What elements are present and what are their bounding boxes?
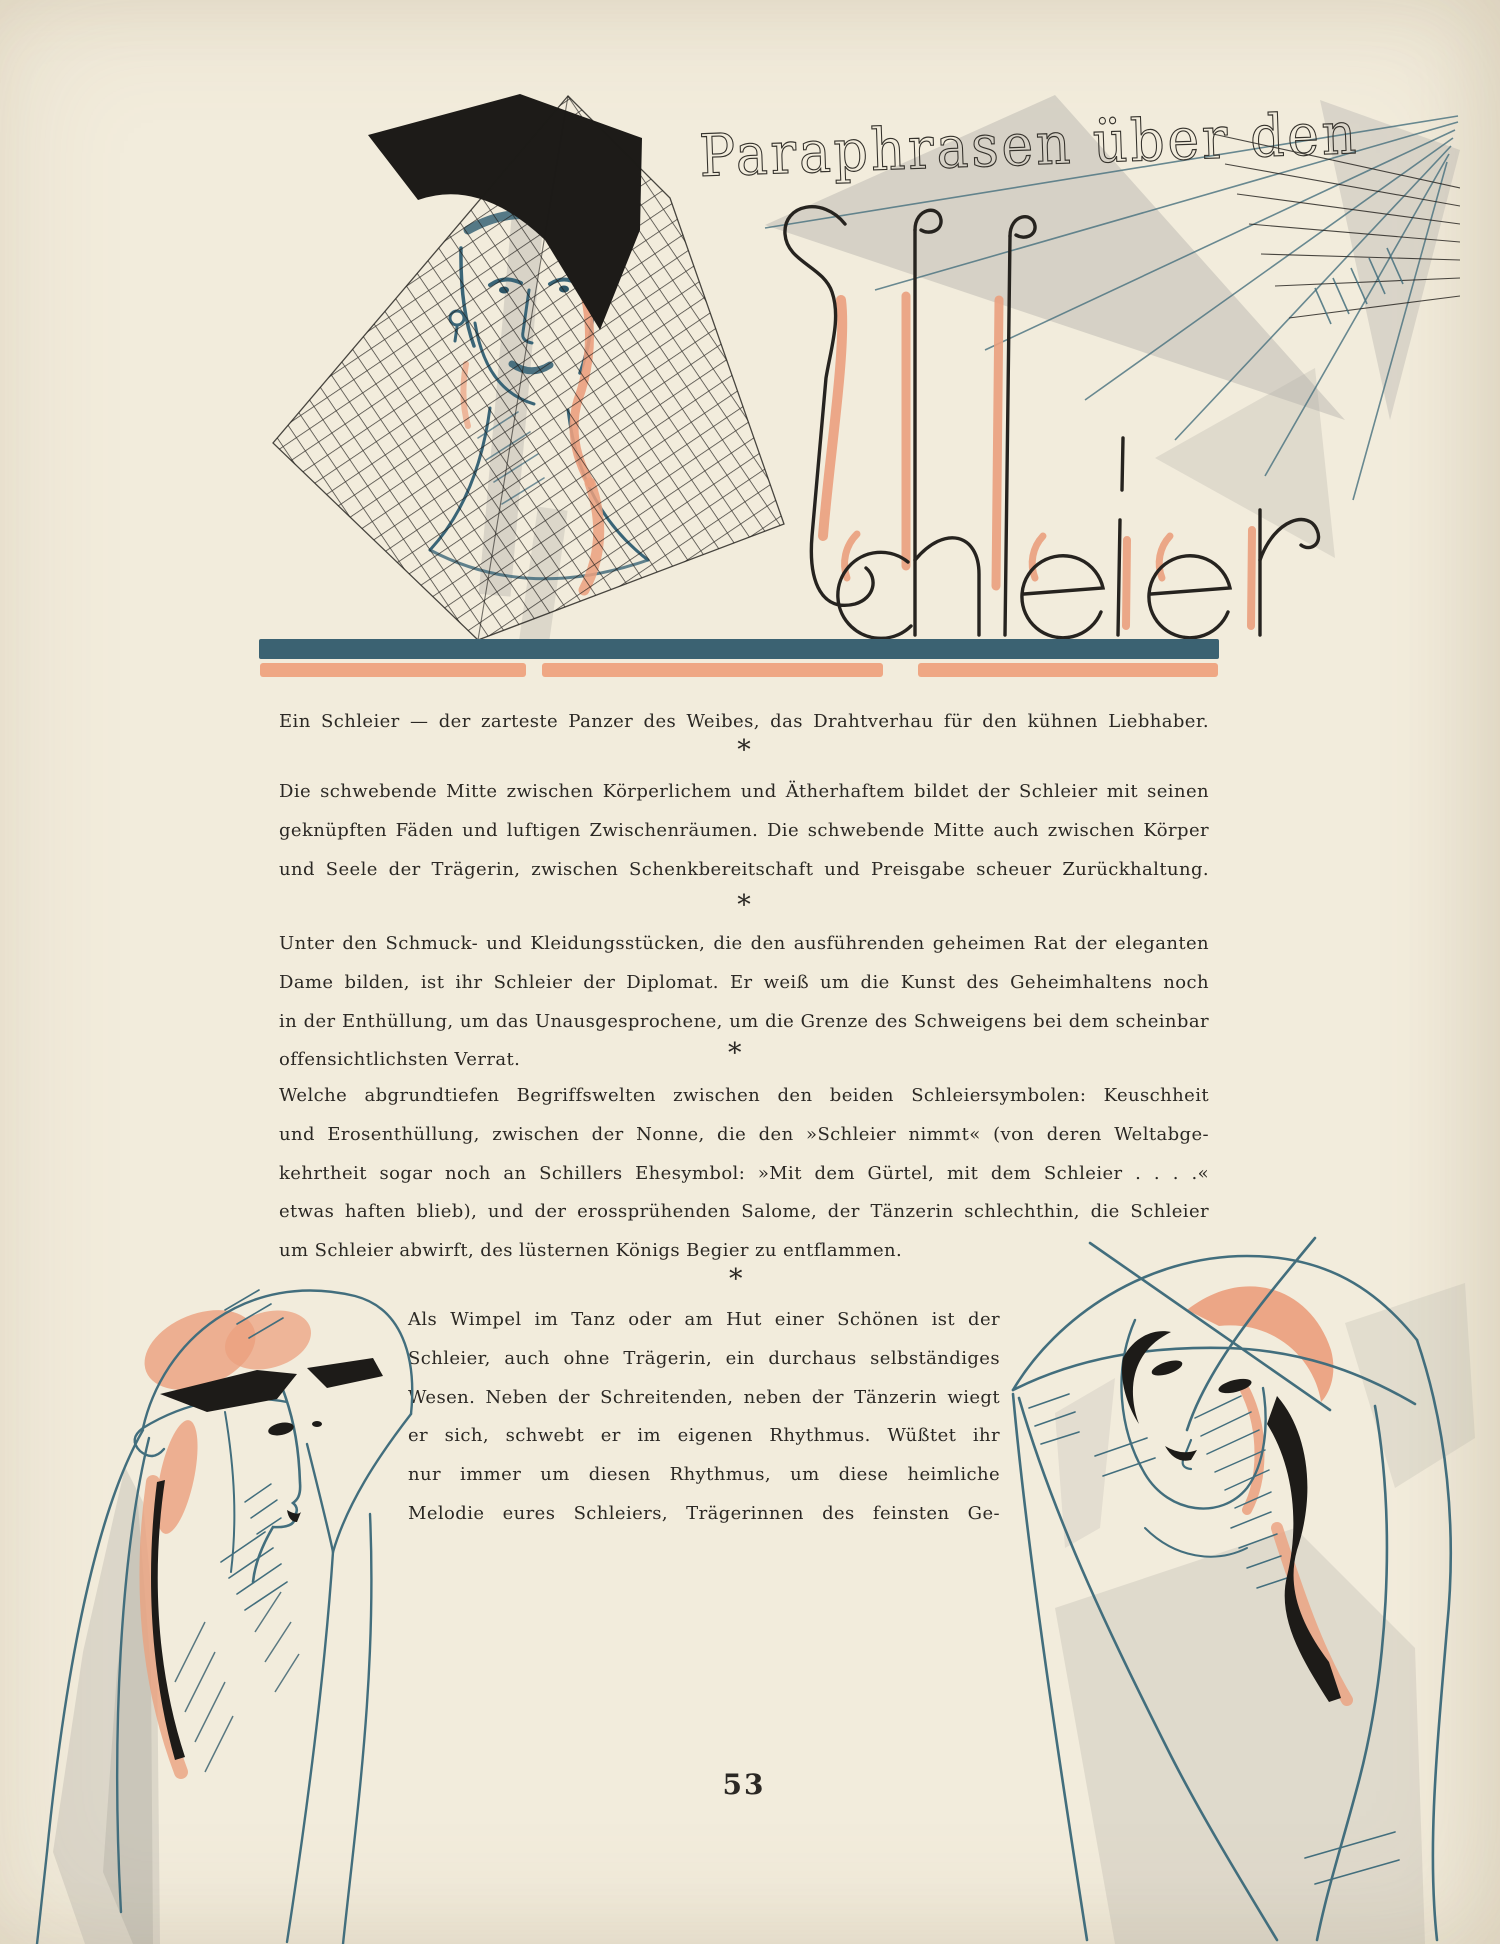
- salmon-rule-segment: [918, 663, 1218, 677]
- paragraph-5: [408, 1301, 1000, 1534]
- text-line: nur immer um diesen Rhythmus, um diese heimliche: [408, 1464, 1000, 1486]
- paragraph-2: [279, 773, 1209, 889]
- text-line: um Schleier abwirft, des lüsternen Königs Begier zu entflammen.: [279, 1240, 903, 1262]
- text-line: Unter den Schmuck- und Kleidungsstücken, die den ausführenden geheimen Rat der eleganten: [279, 933, 1209, 954]
- title-artwork: [615, 38, 1460, 658]
- text-line: Die schwebende Mitte zwischen Körperlichem und Ätherhaftem bildet der Schleier mit seinen: [279, 781, 1209, 802]
- text-line: Wesen. Neben der Schreitenden, neben der Tänzerin wiegt: [408, 1386, 1000, 1408]
- page-number: 53: [722, 1768, 766, 1801]
- kerchief-woman-illustration: [25, 1252, 420, 1944]
- text-line: Als Wimpel im Tanz oder am Hut einer Schönen ist der: [408, 1309, 1000, 1330]
- text-line: Melodie eures Schleiers, Trägerinnen des feinsten Ge-: [408, 1502, 1000, 1524]
- text-line: und Seele der Trägerin, zwischen Schenkbereitschaft und Preisgabe scheuer Zurückhaltung.: [279, 858, 1209, 880]
- text-line: Dame bilden, ist ihr Schleier der Diplomat. Er weiß um die Kunst des Geheimhaltens noch: [279, 971, 1209, 993]
- text-line: in der Enthüllung, um das Unausgesprochene, um die Grenze des Schweigens bei dem scheinbar: [279, 1010, 1209, 1032]
- text-line: kehrtheit sogar noch an Schillers Ehesymbol: »Mit dem Gürtel, mit dem Schleier . . . .«: [279, 1162, 1209, 1184]
- profile-face: [225, 1390, 300, 1582]
- paragraph-3: [279, 925, 1209, 1080]
- section-star-inline: *: [728, 1038, 742, 1069]
- text-line: offensichtlichsten Verrat.: [279, 1049, 521, 1071]
- halftone-veil: [1055, 1283, 1475, 1944]
- text-line: und Erosenthüllung, zwischen der Nonne, die den »Schleier nimmt« (von deren Weltabge-: [279, 1123, 1209, 1145]
- salmon-rule-segment: [260, 663, 526, 677]
- text-line: etwas haften blieb), und der erossprühenden Salome, der Tänzerin schlechthin, die Schleier: [279, 1201, 1209, 1223]
- text-line: Schleier, auch ohne Trägerin, ein durchaus selbständiges: [408, 1347, 1000, 1369]
- black-accents: [151, 1358, 383, 1760]
- text-line: geknüpften Fäden und luftigen Zwischenräumen. Die schwebende Mitte auch zwischen Körper: [279, 819, 1209, 841]
- text-line: Welche abgrundtiefen Begriffswelten zwischen den beiden Schleiersymbolen: Keuschheit: [279, 1085, 1209, 1106]
- section-star: *: [737, 735, 751, 766]
- salmon-rule-segment: [542, 663, 883, 677]
- section-star: *: [737, 890, 751, 921]
- title-kicker: Paraphrasen über den: [698, 97, 1414, 190]
- veil-brim-woman-illustration: [995, 1228, 1500, 1944]
- text-line: Ein Schleier — der zarteste Panzer des Weibes, das Drahtverhau für den kühnen Liebhaber.: [279, 711, 1209, 732]
- text-line: er sich, schwebt er im eigenen Rhythmus. Wüßtet ihr: [408, 1425, 1000, 1447]
- teal-rule: [259, 639, 1219, 659]
- section-star: *: [729, 1264, 743, 1295]
